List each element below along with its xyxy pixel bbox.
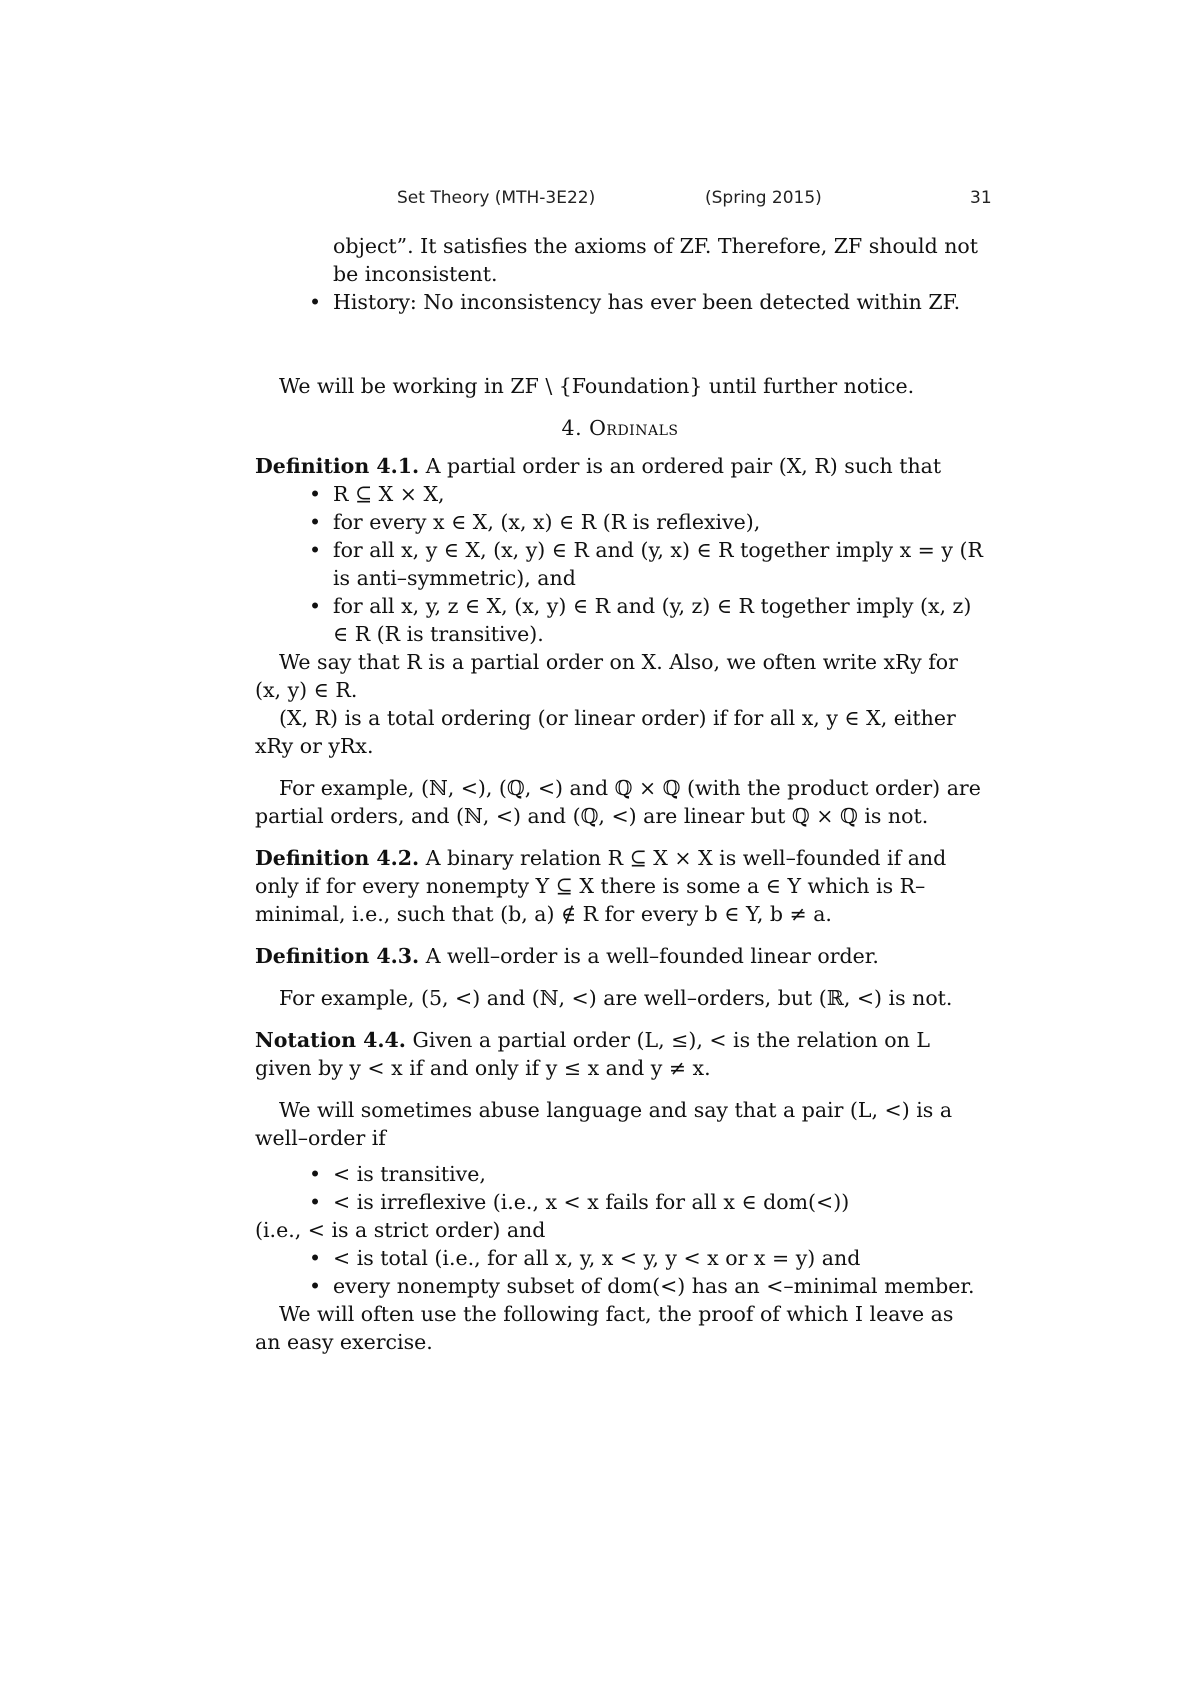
bullet-cont-line2: be inconsistent. <box>333 262 498 286</box>
notation-4-4 <box>255 1026 985 1082</box>
definition-intro: A partial order is an ordered pair (X, R) such that <box>425 454 942 478</box>
abuse-bullets-1 <box>255 1160 985 1216</box>
history-bullet: • History: No inconsistency has ever been detected within ZF. <box>255 288 985 316</box>
definition-label: Definition 4.2. <box>255 846 420 870</box>
list-item: • for every x ∈ X, (x, x) ∈ R (R is reflexive), <box>255 508 985 536</box>
list-item: • < is irreflexive (i.e., x < x fails for all x ∈ dom(<)) <box>255 1188 985 1216</box>
working-note: We will be working in ZF \ {Foundation} until further notice. <box>279 374 915 398</box>
definition-label: Definition 4.3. <box>255 944 420 968</box>
definition-4-2 <box>255 844 985 928</box>
definition-4-1-para1: We say that R is a partial order on X. Also, we often write xRy for (x, y) ∈ R. <box>255 650 958 702</box>
list-item: • R ⊆ X × X, <box>255 480 985 508</box>
example-partial-orders: For example, (ℕ, <), (ℚ, <) and ℚ × ℚ (with the product order) are partial orders, and (ℕ, <) and (ℚ, <) are linear but ℚ × ℚ is not. <box>255 776 981 828</box>
definition-text: A binary relation R ⊆ X × X is well–founded if and only if for every nonempty Y ⊆ X there is some a ∈ Y which is R–minimal, i.e., such that (b, a) ∉ R for every b ∈ Y, b ≠ a. <box>255 846 947 926</box>
definition-4-1 <box>255 452 985 480</box>
bullet-continuation <box>255 232 985 288</box>
running-header-term: (Spring 2015) <box>705 188 822 208</box>
list-item: • for all x, y, z ∈ X, (x, y) ∈ R and (y, z) ∈ R together imply (x, z) ∈ R (R is transitive). <box>255 592 985 648</box>
bullet-cont-line1: object”. It satisfies the axioms of ZF. Therefore, ZF should not <box>333 234 978 258</box>
definition-4-3 <box>255 942 985 970</box>
list-item: • every nonempty subset of dom(<) has an <–minimal member. <box>255 1272 985 1300</box>
section-title: 4. Ordinals <box>561 416 679 440</box>
definition-text: A well–order is a well–founded linear order. <box>425 944 879 968</box>
definition-4-1-bullets <box>255 480 985 648</box>
definition-label: Definition 4.1. <box>255 454 420 478</box>
abuse-intro: We will sometimes abuse language and say that a pair (L, <) is a well–order if <box>255 1098 953 1150</box>
notation-label: Notation 4.4. <box>255 1028 406 1052</box>
list-item: • < is total (i.e., for all x, y, x < y, y < x or x = y) and <box>255 1244 985 1272</box>
abuse-bullets-2 <box>255 1244 985 1300</box>
list-item: • for all x, y ∈ X, (x, y) ∈ R and (y, x) ∈ R together imply x = y (R is anti–symmetric), and <box>255 536 985 592</box>
page-number: 31 <box>970 188 992 208</box>
notation-text: Given a partial order (L, ≤), < is the relation on L given by y < x if and only if y ≤ x and y ≠ x. <box>255 1028 930 1080</box>
definition-4-1-para2: (X, R) is a total ordering (or linear order) if for all x, y ∈ X, either xRy or yRx. <box>255 706 956 758</box>
list-item: • < is transitive, <box>255 1160 985 1188</box>
running-header-course: Set Theory (MTH-3E22) <box>397 188 596 208</box>
main-text <box>255 232 985 1356</box>
abuse-mid: (i.e., < is a strict order) and <box>255 1218 546 1242</box>
closing-paragraph: We will often use the following fact, the proof of which I leave as an easy exercise. <box>255 1302 954 1354</box>
example-well-orders: For example, (5, <) and (ℕ, <) are well–orders, but (ℝ, <) is not. <box>279 986 953 1010</box>
top-bullets <box>255 232 985 316</box>
